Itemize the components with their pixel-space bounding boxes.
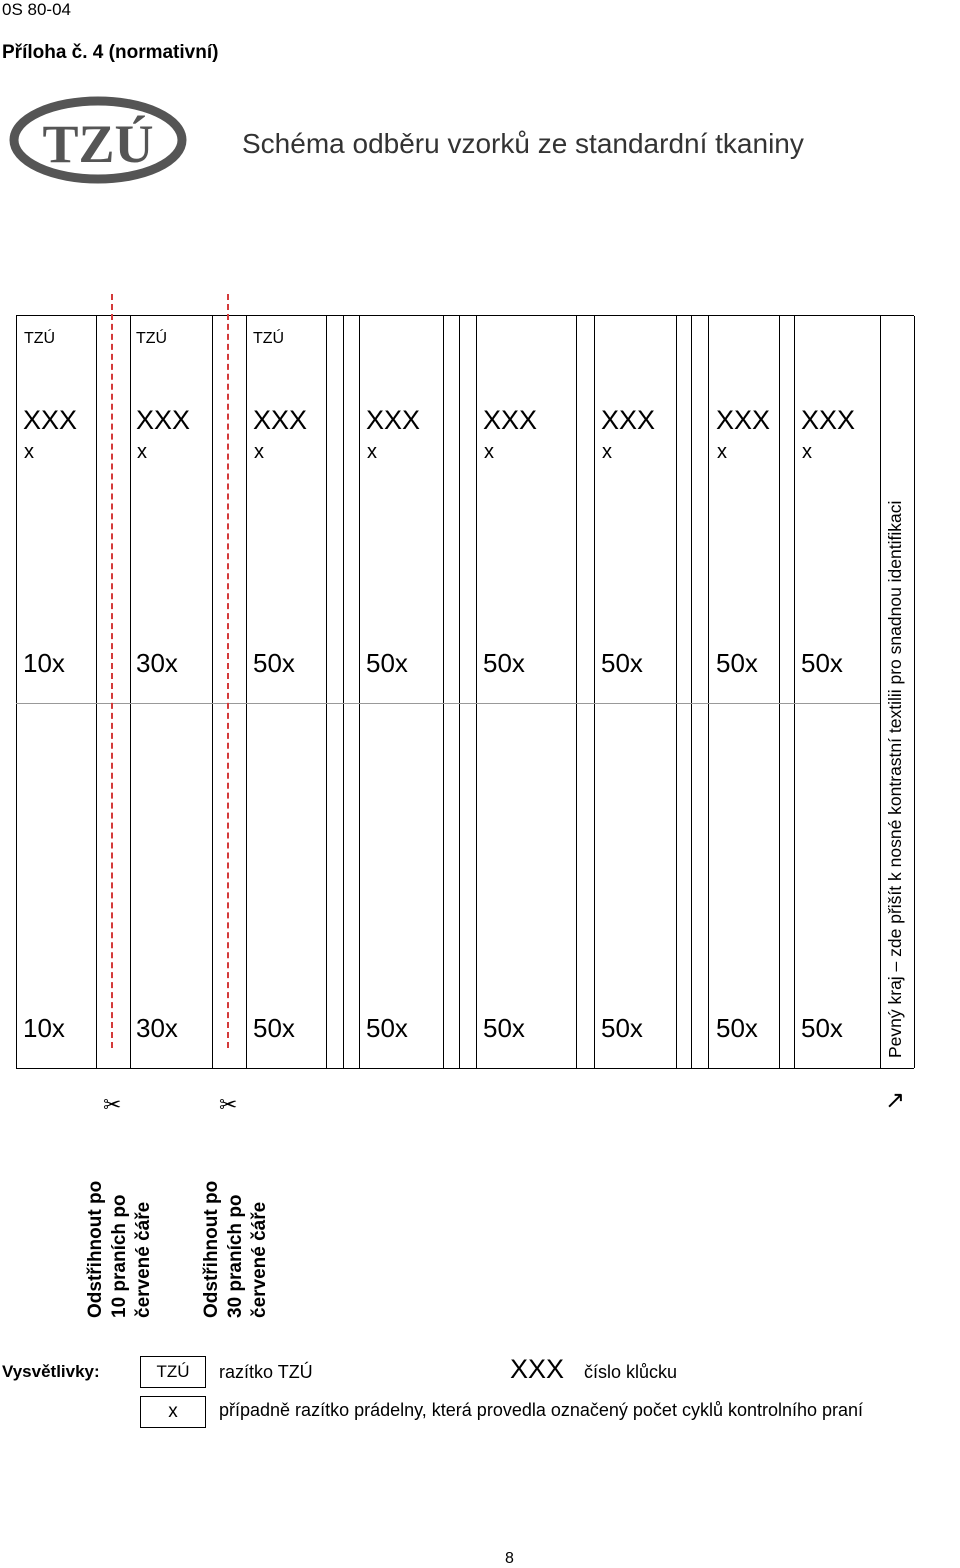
wash-count-upper: 50x — [601, 648, 643, 678]
scissors-icon: ✂ — [219, 1092, 238, 1117]
fixed-edge-note: Pevný kraj – zde přišít k nosné kontrastní textilii pro snadnou identifikaci — [885, 500, 905, 1058]
key-label: XXX — [366, 405, 421, 435]
scheme-right-border — [914, 316, 915, 1068]
column-divider — [594, 316, 595, 1068]
column-divider — [96, 316, 97, 1068]
red-cut-line-30 — [227, 294, 229, 1048]
column-divider — [476, 316, 477, 1068]
key-label: XXX — [483, 405, 538, 435]
wash-count-upper: 50x — [366, 648, 408, 678]
logo-text: TZÚ — [42, 114, 154, 174]
mark-label: x — [254, 441, 264, 463]
scheme-bottom-border — [16, 1068, 914, 1069]
key-label: XXX — [136, 405, 191, 435]
wash-count-upper: 50x — [253, 648, 295, 678]
wash-count-upper: 50x — [483, 648, 525, 678]
instruction-line: Odstřihnout po — [85, 1180, 106, 1318]
column-divider — [343, 316, 344, 1068]
annex-title: Příloha č. 4 (normativní) — [2, 42, 219, 63]
column-divider — [359, 316, 360, 1068]
column-divider — [880, 316, 881, 1068]
red-cut-line-10 — [111, 294, 113, 1048]
cut-instruction-30 — [200, 1181, 272, 1318]
tzu-logo — [8, 88, 188, 197]
mark-label: x — [602, 441, 612, 463]
document-code: 0S 80-04 — [2, 0, 71, 19]
wash-count-upper: 50x — [801, 648, 843, 678]
stamp-label: TZÚ — [24, 330, 56, 347]
wash-count-lower: 50x — [253, 1013, 295, 1043]
wash-count-lower: 50x — [716, 1013, 758, 1043]
arrow-up-right-icon: ↗ — [885, 1087, 906, 1114]
page-number: 8 — [505, 1550, 514, 1567]
wash-count-lower: 10x — [23, 1013, 65, 1043]
mark-label: x — [24, 441, 34, 463]
instruction-line: 10 praních po — [109, 1194, 130, 1318]
wash-count-lower: 30x — [136, 1013, 178, 1043]
column-divider — [130, 316, 131, 1068]
instruction-line: červené čáře — [249, 1201, 270, 1318]
wash-count-lower: 50x — [601, 1013, 643, 1043]
key-label: XXX — [23, 405, 78, 435]
legend-key-symbol: XXX — [510, 1354, 565, 1384]
column-divider — [708, 316, 709, 1068]
column-divider — [16, 316, 17, 1068]
mark-label: x — [717, 441, 727, 463]
key-label: XXX — [801, 405, 856, 435]
column-divider — [691, 316, 692, 1068]
column-divider — [779, 316, 780, 1068]
middle-divider — [16, 703, 880, 704]
wash-count-upper: 30x — [136, 648, 178, 678]
wash-count-lower: 50x — [483, 1013, 525, 1043]
column-divider — [459, 316, 460, 1068]
column-divider — [246, 316, 247, 1068]
column-divider — [794, 316, 795, 1068]
wash-count-lower: 50x — [366, 1013, 408, 1043]
key-label: XXX — [716, 405, 771, 435]
legend-stamp-box: TZÚ — [140, 1356, 206, 1388]
legend-stamp-desc: razítko TZÚ — [219, 1362, 313, 1382]
column-divider — [676, 316, 677, 1068]
wash-count-upper: 50x — [716, 648, 758, 678]
legend-mark-box: x — [140, 1396, 206, 1428]
page-title: Schéma odběru vzorků ze standardní tkaniny — [242, 128, 804, 159]
key-label: XXX — [253, 405, 308, 435]
column-divider — [576, 316, 577, 1068]
instruction-line: Odstřihnout po — [201, 1180, 222, 1318]
wash-count-upper: 10x — [23, 648, 65, 678]
legend-key-desc: číslo klůcku — [584, 1362, 678, 1382]
key-label: XXX — [601, 405, 656, 435]
legend-mark-desc: případně razítko prádelny, která provedla označený počet cyklů kontrolního praní — [219, 1400, 864, 1420]
mark-label: x — [802, 441, 812, 463]
mark-label: x — [137, 441, 147, 463]
mark-label: x — [484, 441, 494, 463]
scissors-icon: ✂ — [103, 1092, 122, 1117]
cut-instruction-10 — [84, 1181, 156, 1318]
column-divider — [212, 316, 213, 1068]
instruction-line: 30 praních po — [225, 1194, 246, 1318]
stamp-label: TZÚ — [136, 330, 168, 347]
column-divider — [326, 316, 327, 1068]
legend-label: Vysvětlivky: — [2, 1362, 100, 1381]
column-divider — [443, 316, 444, 1068]
mark-label: x — [367, 441, 377, 463]
stamp-label: TZÚ — [253, 330, 285, 347]
instruction-line: červené čáře — [133, 1201, 154, 1318]
wash-count-lower: 50x — [801, 1013, 843, 1043]
